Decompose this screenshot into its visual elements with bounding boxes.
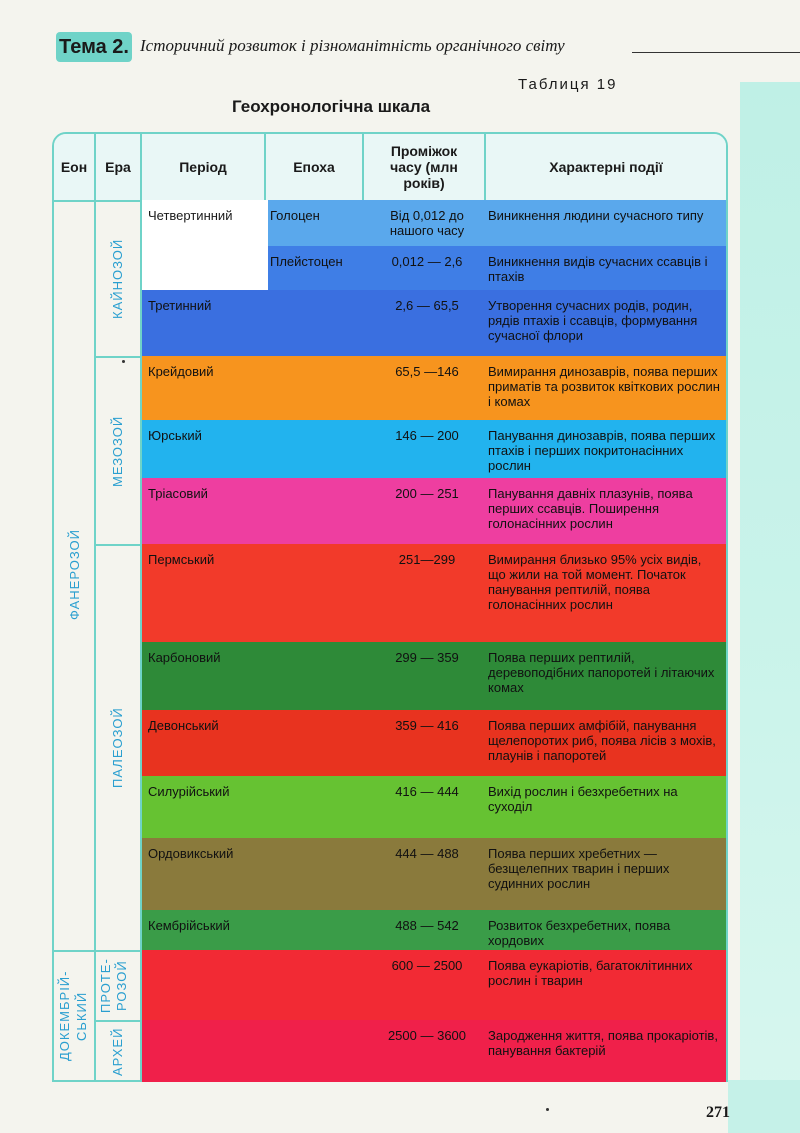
events-cell: Вихід рослин і безхребетних на суходіл bbox=[488, 784, 678, 814]
table-row bbox=[142, 1020, 726, 1082]
topic-badge: Тема 2. bbox=[56, 32, 132, 62]
time-cell: Від 0,012 до нашого часу bbox=[389, 208, 465, 238]
events-cell: Виникнення видів сучасних ссавців і птахів bbox=[488, 254, 708, 284]
col-time: Проміжок часу (млн років) bbox=[364, 134, 486, 200]
page-number: 271 bbox=[706, 1104, 730, 1121]
time-cell: 444 — 488 bbox=[395, 846, 459, 861]
period-cell: Тріасовий bbox=[148, 486, 208, 501]
table-row bbox=[142, 420, 726, 478]
time-cell: 600 — 2500 bbox=[391, 958, 463, 973]
era-mesozoic: МЕЗОЗОЙ bbox=[110, 415, 125, 487]
epoch-cell: Плейстоцен bbox=[270, 254, 343, 269]
events-cell: Панування давніх плазунів, поява перших ссавців. Поширення голонасінних рослин bbox=[488, 486, 693, 531]
events-cell: Зародження життя, поява прокаріотів, панування бактерій bbox=[488, 1028, 718, 1058]
time-cell: 146 — 200 bbox=[395, 428, 459, 443]
table-row bbox=[142, 910, 726, 950]
col-eon: Еон bbox=[54, 134, 96, 200]
era-proterozoic: ПРОТЕ-РОЗОЙ bbox=[98, 958, 129, 1014]
table-row bbox=[142, 710, 726, 776]
period-cell: Силурійський bbox=[148, 784, 230, 799]
table-title: Геохронологічна шкала bbox=[232, 97, 431, 116]
decorative-side-strip bbox=[740, 82, 800, 1133]
chapter-subtitle: Історичний розвиток і різноманітність органічного світу bbox=[140, 36, 565, 55]
table-row bbox=[142, 642, 726, 710]
col-events: Характерні події bbox=[549, 159, 663, 175]
era-paleozoic: ПАЛЕОЗОЙ bbox=[110, 707, 125, 789]
table-header bbox=[54, 134, 726, 202]
epoch-cell: Голоцен bbox=[270, 208, 320, 223]
eon-precambrian: ДОКЕМБРІЙ-СЬКИЙ bbox=[57, 970, 89, 1062]
quaternary-period-label: Четвертинний bbox=[148, 208, 233, 223]
events-cell: Поява перших амфібій, панування щелепоротих риб, поява лісів з мохів, плаунів і папоротей bbox=[488, 718, 716, 763]
time-cell: 2,6 — 65,5 bbox=[395, 298, 459, 313]
era-archean: АРХЕЙ bbox=[110, 1027, 125, 1077]
col-period: Період bbox=[142, 134, 266, 200]
period-cell: Карбоновий bbox=[148, 650, 221, 665]
time-cell: 0,012 — 2,6 bbox=[391, 254, 463, 269]
events-cell: Розвиток безхребетних, поява хордових bbox=[488, 918, 671, 948]
period-cell: Ордовикський bbox=[148, 846, 234, 861]
period-cell: Крейдовий bbox=[148, 364, 214, 379]
table-number: Таблиця 19 bbox=[518, 76, 618, 93]
header-rule bbox=[632, 52, 800, 53]
time-cell: 488 — 542 bbox=[395, 918, 459, 933]
table-row bbox=[142, 290, 726, 356]
events-cell: Панування динозаврів, поява перших птахів і перших покритонасінних рослин bbox=[488, 428, 716, 473]
era-divider-3 bbox=[96, 1020, 142, 1022]
events-cell: Поява еукаріотів, багатоклітинних рослин і тварин bbox=[488, 958, 693, 988]
print-speck bbox=[546, 1108, 549, 1111]
events-cell: Поява перших рептилій, деревоподібних папоротей і літаючих комах bbox=[488, 650, 715, 695]
events-cell: Утворення сучасних родів, родин, рядів птахів і ссавців, формування сучасної флори bbox=[488, 298, 698, 343]
events-cell: Виникнення людини сучасного типу bbox=[488, 208, 704, 223]
table-row bbox=[142, 544, 726, 642]
events-cell: Поява перших хребетних — безщелепних тварин і перших судинних рослин bbox=[488, 846, 670, 891]
time-cell: 2500 — 3600 bbox=[387, 1028, 467, 1043]
print-speck bbox=[122, 360, 125, 363]
period-cell: Юрський bbox=[148, 428, 202, 443]
events-cell: Вимирання динозаврів, поява перших приматів та розвиток квіткових рослин і комах bbox=[488, 364, 720, 409]
era-divider-1 bbox=[96, 356, 142, 358]
period-cell: Девонський bbox=[148, 718, 219, 733]
eon-phanerozoic: ФАНЕРОЗОЙ bbox=[67, 529, 82, 621]
time-cell: 200 — 251 bbox=[395, 486, 459, 501]
col-era: Ера bbox=[96, 134, 142, 200]
col-epoch: Епоха bbox=[266, 134, 364, 200]
time-cell: 416 — 444 bbox=[395, 784, 459, 799]
era-divider-2 bbox=[96, 544, 142, 546]
era-cenozoic: КАЙНОЗОЙ bbox=[110, 238, 125, 320]
table-row bbox=[142, 478, 726, 544]
table-row bbox=[142, 776, 726, 838]
events-cell: Вимирання близько 95% усіх видів, що жили на той момент. Початок панування рептилій, поява голонасінних рослин bbox=[488, 552, 702, 612]
time-cell: 359 — 416 bbox=[395, 718, 459, 733]
time-cell: 251—299 bbox=[398, 552, 456, 567]
period-cell: Пермський bbox=[148, 552, 215, 567]
decorative-corner bbox=[728, 1080, 800, 1133]
table-row bbox=[142, 356, 726, 420]
time-cell: 299 — 359 bbox=[395, 650, 459, 665]
period-cell: Кембрійський bbox=[148, 918, 230, 933]
table-row bbox=[142, 838, 726, 910]
time-cell: 65,5 —146 bbox=[395, 364, 459, 379]
table-row bbox=[142, 950, 726, 1020]
period-cell: Третинний bbox=[148, 298, 212, 313]
